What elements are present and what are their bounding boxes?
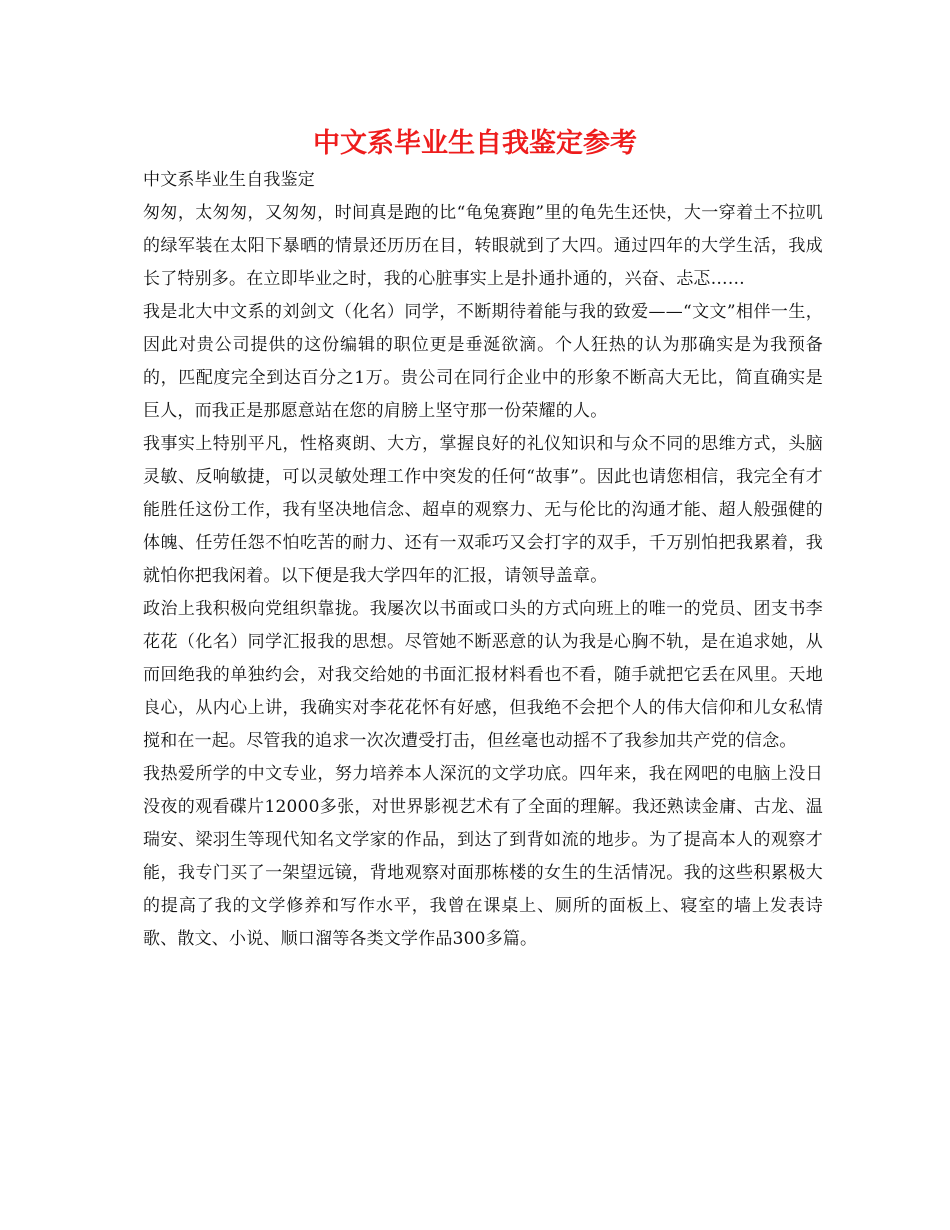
document-body xyxy=(143,164,823,956)
paragraph-personality: 我事实上特别平凡，性格爽朗、大方，掌握良好的礼仪知识和与众不同的思维方式，头脑灵敏、反响敏捷，可以灵敏处理工作中突发的任何“故事”。因此也请您相信，我完全有才能胜任这份工作，我有坚决地信念、超卓的观察力、无与伦比的沟通才能、超人般强健的体魄、任劳任怨不怕吃苦的耐力、还有一双乖巧又会打字的双手，千万别怕把我累着，我就怕你把我闲着。以下便是我大学四年的汇报，请领导盖章。 xyxy=(143,434,823,586)
paragraph-politics: 政治上我积极向党组织靠拢。我屡次以书面或口头的方式向班上的唯一的党员、团支书李花花（化名）同学汇报我的思想。尽管她不断恶意的认为我是心胸不轨，是在追求她，从而回绝我的单独约会，对我交给她的书面汇报材料看也不看，随手就把它丢在风里。天地良心，从内心上讲，我确实对李花花怀有好感，但我绝不会把个人的伟大信仰和儿女私情搅和在一起。尽管我的追求一次次遭受打击，但丝毫也动摇不了我参加共产党的信念。 xyxy=(143,599,823,751)
document-subtitle: 中文系毕业生自我鉴定 xyxy=(143,170,315,190)
paragraph-major: 我热爱所学的中文专业，努力培养本人深沉的文学功底。四年来，我在网吧的电脑上没日没夜的观看碟片12000多张，对世界影视艺术有了全面的理解。我还熟读金庸、古龙、温瑞安、梁羽生等现代知名文学家的作品，到达了到背如流的地步。为了提高本人的观察才能，我专门买了一架望远镜，背地观察对面那栋楼的女生的生活情况。我的这些积累极大的提高了我的文学修养和写作水平，我曾在课桌上、厕所的面板上、寝室的墙上发表诗歌、散文、小说、顺口溜等各类文学作品300多篇。 xyxy=(143,764,823,949)
paragraph-intro: 匆匆，太匆匆，又匆匆，时间真是跑的比“龟兔赛跑”里的龟先生还快，大一穿着土不拉叽的绿军装在太阳下暴晒的情景还历历在目，转眼就到了大四。通过四年的大学生活，我成长了特别多。在立即毕业之时，我的心脏事实上是扑通扑通的，兴奋、忐忑…… xyxy=(143,203,823,289)
paragraph-self-introduction: 我是北大中文系的刘剑文（化名）同学，不断期待着能与我的致爱——“文文”相伴一生，因此对贵公司提供的这份编辑的职位更是垂涎欲滴。个人狂热的认为那确实是为我预备的，匹配度完全到达百分之1万。贵公司在同行企业中的形象不断高大无比，简直确实是巨人，而我正是那愿意站在您的肩膀上坚守那一份荣耀的人。 xyxy=(143,302,823,421)
document-title: 中文系毕业生自我鉴定参考 xyxy=(313,128,637,159)
